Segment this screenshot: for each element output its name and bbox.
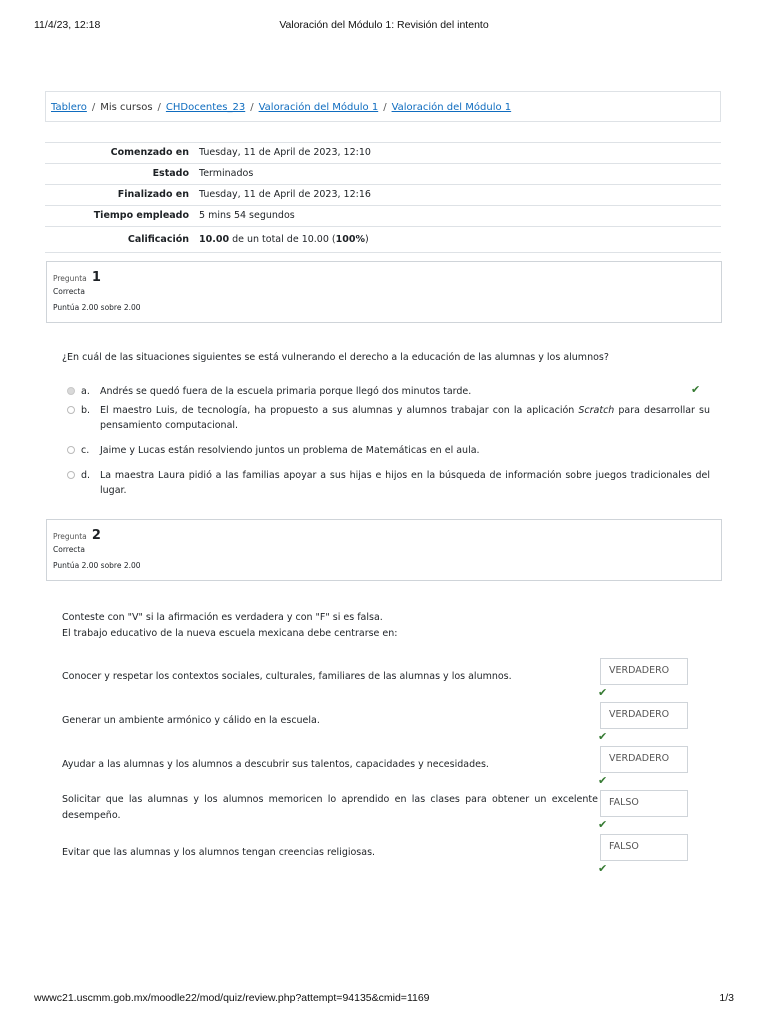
- breadcrumb-link-quiz[interactable]: Valoración del Módulo 1: [391, 102, 512, 113]
- summary-row: [45, 143, 721, 164]
- question-number: 2: [91, 528, 101, 543]
- summary-value: Tuesday, 11 de April de 2023, 12:16: [199, 189, 371, 200]
- answer-select[interactable]: VERDADERO: [600, 658, 688, 685]
- breadcrumb-separator: /: [157, 102, 161, 113]
- question-state: Correcta: [53, 545, 85, 554]
- correct-check-icon: ✔: [598, 862, 608, 875]
- question-intro-line: El trabajo educativo de la nueva escuela mexicana debe centrarse en:: [62, 628, 398, 639]
- answer-select[interactable]: VERDADERO: [600, 702, 688, 729]
- summary-row: [45, 185, 721, 206]
- radio-button[interactable]: [67, 387, 75, 395]
- question-intro-line: Conteste con "V" si la afirmación es verdadera y con "F" si es falsa.: [62, 612, 383, 623]
- correct-check-icon: ✔: [598, 686, 608, 699]
- answer-text: La maestra Laura pidió a las familias apoyar a sus hijas e hijos en la búsqueda de información sobre juegos tradicionales del lugar.: [100, 470, 710, 496]
- radio-button[interactable]: [67, 406, 75, 414]
- question-grade: Puntúa 2.00 sobre 2.00: [53, 561, 141, 570]
- correct-check-icon: ✔: [598, 774, 608, 787]
- answer-text-italic: Scratch: [578, 405, 615, 416]
- breadcrumb-link-section[interactable]: Valoración del Módulo 1: [258, 102, 379, 113]
- answer-letter: a.: [81, 386, 90, 397]
- print-title: Valoración del Módulo 1: Revisión del intento: [279, 19, 489, 31]
- answer-text-part: El maestro Luis, de tecnología, ha propuesto a sus alumnas y alumnos trabajar con la aplicación: [100, 405, 579, 416]
- question-intro-2: [62, 610, 712, 642]
- answer-option-b[interactable]: [67, 403, 710, 433]
- answer-text: Jaime y Lucas están resolviendo juntos un problema de Matemáticas en el aula.: [100, 445, 480, 456]
- question-text-1: ¿En cuál de las situaciones siguientes se está vulnerando el derecho a la educación de las alumnas y los alumnos?: [62, 352, 609, 363]
- statement-text: Evitar que las alumnas y los alumnos tengan creencias religiosas.: [62, 847, 376, 858]
- summary-label: Calificación: [127, 234, 189, 245]
- summary-label: Finalizado en: [117, 189, 189, 200]
- answer-letter: c.: [81, 445, 90, 456]
- statement-text: Generar un ambiente armónico y cálido en la escuela.: [62, 715, 320, 726]
- summary-label: Comenzado en: [110, 147, 189, 158]
- summary-value: Tuesday, 11 de April de 2023, 12:10: [199, 147, 371, 158]
- answer-text: Andrés se quedó fuera de la escuela primaria porque llegó dos minutos tarde.: [100, 386, 472, 397]
- correct-check-icon: ✔: [691, 383, 701, 396]
- statement-text: Conocer y respetar los contextos sociales, culturales, familiares de las alumnas y los alumnos.: [62, 671, 512, 682]
- question-label: Pregunta: [53, 274, 87, 283]
- answer-letter: b.: [81, 405, 91, 416]
- grade-score: 10.00: [199, 234, 230, 245]
- grade-text: de un total de 10.00 (: [232, 234, 336, 245]
- breadcrumb-link-tablero[interactable]: Tablero: [51, 102, 87, 113]
- summary-grade-value: [195, 227, 721, 253]
- answer-option-a[interactable]: [67, 384, 710, 399]
- answer-select[interactable]: VERDADERO: [600, 746, 688, 773]
- radio-button[interactable]: [67, 471, 75, 479]
- summary-label: Tiempo empleado: [93, 210, 189, 221]
- question-info-1: [46, 261, 722, 323]
- correct-check-icon: ✔: [598, 730, 608, 743]
- summary-row: [45, 206, 721, 227]
- answer-option-c[interactable]: [67, 443, 710, 458]
- breadcrumb-separator: /: [383, 102, 387, 113]
- summary-row-grade: [45, 227, 721, 253]
- question-number: 1: [91, 270, 101, 285]
- correct-check-icon: ✔: [598, 818, 608, 831]
- question-state: Correcta: [53, 287, 85, 296]
- print-date: 11/4/23, 12:18: [34, 19, 101, 31]
- question-grade: Puntúa 2.00 sobre 2.00: [53, 303, 141, 312]
- grade-text-end: ): [364, 234, 369, 245]
- answer-text: [100, 403, 710, 433]
- breadcrumb-item-mis-cursos: Mis cursos: [100, 102, 153, 113]
- radio-button[interactable]: [67, 446, 75, 454]
- attempt-summary-table: [45, 142, 721, 253]
- answer-select[interactable]: FALSO: [600, 834, 688, 861]
- summary-value: 5 mins 54 segundos: [199, 210, 295, 221]
- answer-select[interactable]: FALSO: [600, 790, 688, 817]
- grade-percent: 100%: [335, 234, 365, 245]
- question-info-2: [46, 519, 722, 581]
- breadcrumb: [45, 91, 721, 122]
- breadcrumb-separator: /: [250, 102, 254, 113]
- print-page-number: 1/3: [719, 992, 734, 1004]
- answer-option-d[interactable]: [67, 468, 710, 498]
- print-url: wwwc21.uscmm.gob.mx/moodle22/mod/quiz/review.php?attempt=94135&cmid=1169: [34, 992, 430, 1004]
- summary-row: [45, 164, 721, 185]
- answer-letter: d.: [81, 470, 91, 481]
- summary-value: Terminados: [199, 168, 254, 179]
- summary-label: Estado: [152, 168, 189, 179]
- statement-text: Solicitar que las alumnas y los alumnos memoricen lo aprendido en las clases para obtener un excelente desempeño.: [62, 794, 598, 821]
- print-header: [0, 15, 768, 31]
- question-label: Pregunta: [53, 532, 87, 541]
- statement-text: Ayudar a las alumnas y los alumnos a descubrir sus talentos, capacidades y necesidades.: [62, 759, 489, 770]
- breadcrumb-link-course[interactable]: CHDocentes_23: [165, 102, 246, 113]
- breadcrumb-separator: /: [91, 102, 96, 113]
- answer-text-part: para desarrollar su pensamiento computacional.: [100, 405, 710, 431]
